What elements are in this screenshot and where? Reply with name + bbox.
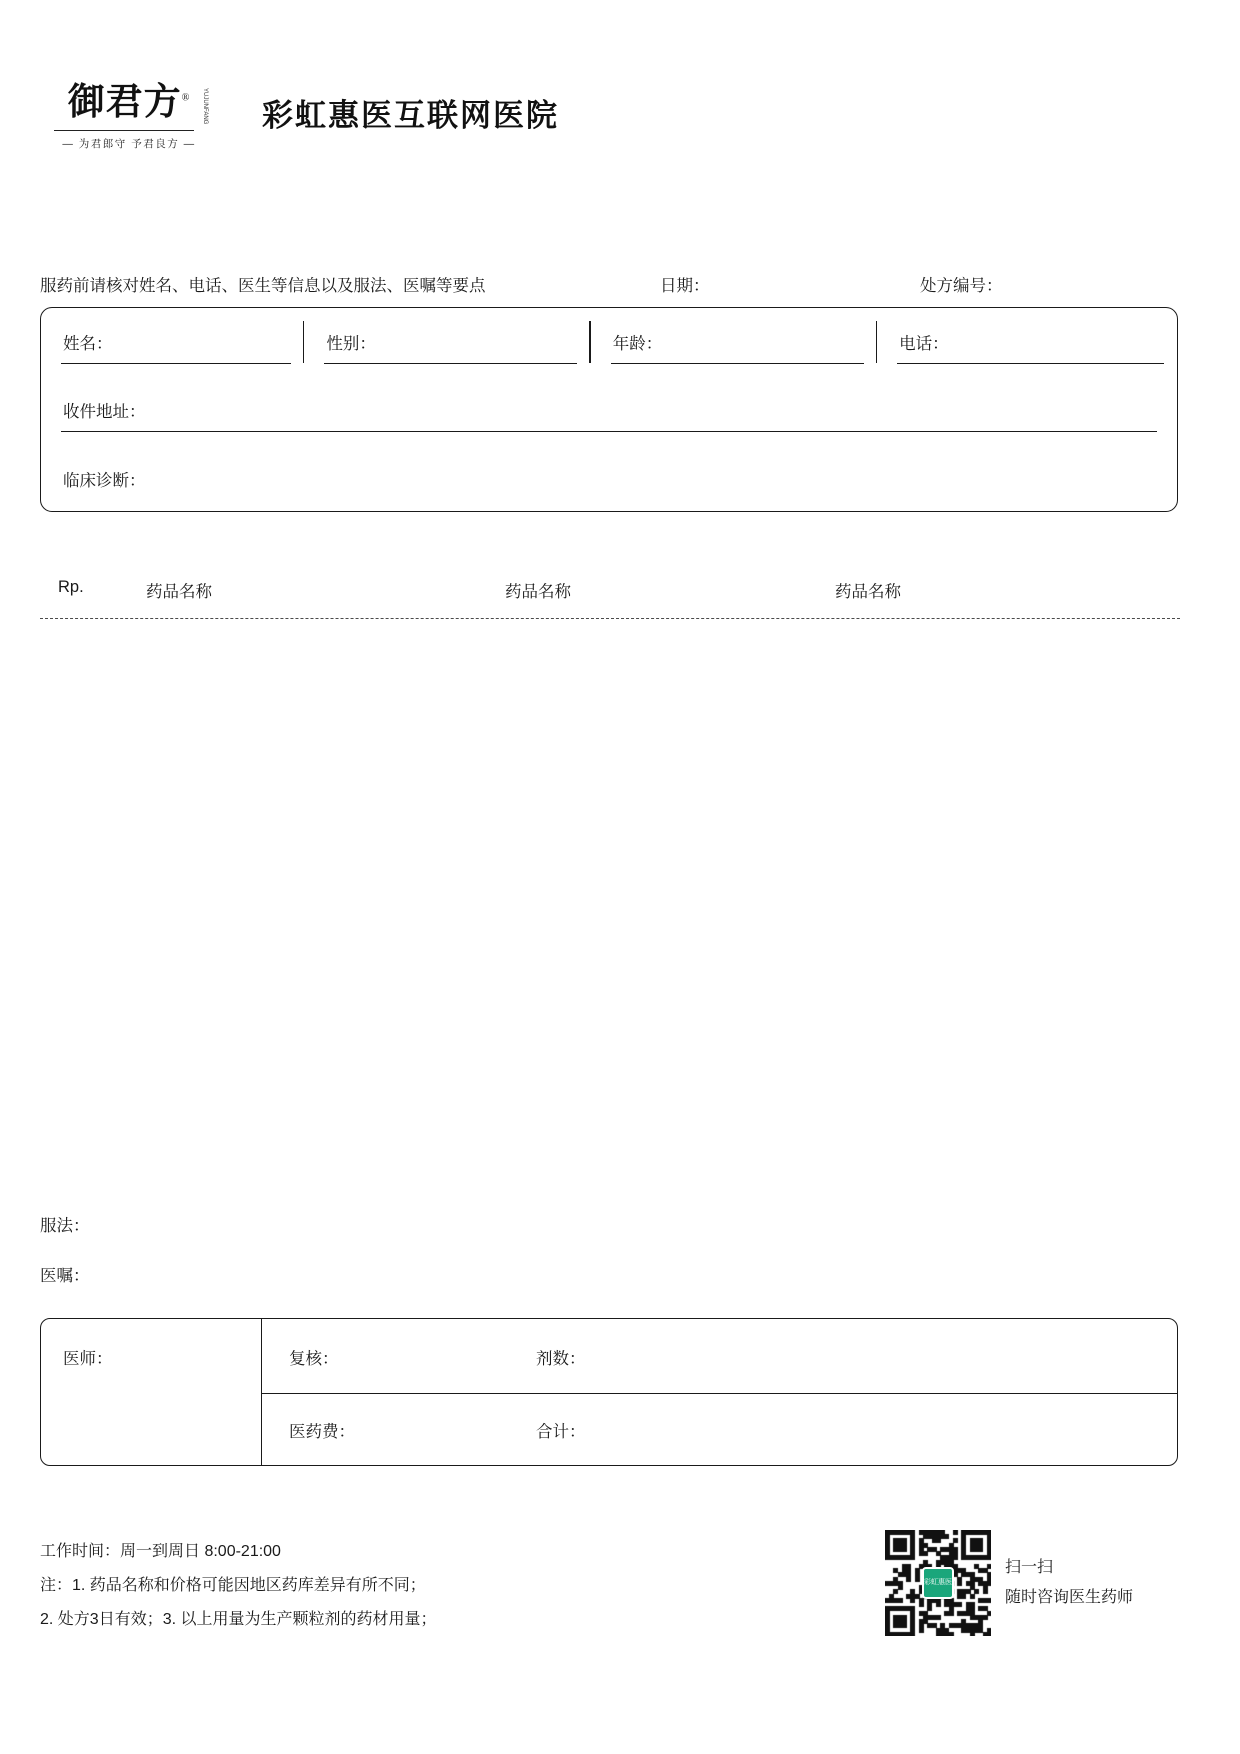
brand-logo	[54, 82, 208, 151]
qr-center-logo	[922, 1567, 954, 1599]
qr-caption-line-2: 随时咨询医生药师	[1005, 1589, 1134, 1606]
rx-divider-dashed	[40, 618, 1180, 619]
qr-caption	[1005, 1553, 1133, 1613]
doctor-advice-label: 医嘱：	[40, 1267, 90, 1285]
document-header	[54, 84, 559, 151]
patient-gender-field[interactable]	[304, 308, 589, 376]
doctor-signature-field[interactable]	[63, 1345, 113, 1369]
usage-field[interactable]	[40, 1212, 90, 1236]
signature-box	[40, 1318, 1178, 1466]
logo-wordmark	[54, 84, 204, 121]
patient-address-underline	[61, 431, 1157, 432]
doctor-label: 医师：	[63, 1350, 113, 1368]
signature-box-horizontal-divider	[261, 1393, 1177, 1394]
registered-mark: ®	[181, 92, 191, 104]
doctor-advice-field[interactable]	[40, 1262, 90, 1286]
note-line-2: 2. 处方3日有效；3. 以上用量为生产颗粒剂的药材用量；	[40, 1611, 437, 1628]
date-label: 日期：	[660, 277, 710, 295]
recheck-field[interactable]	[289, 1345, 339, 1369]
medicine-fee-field[interactable]	[289, 1418, 355, 1442]
dose-count-field[interactable]	[536, 1345, 586, 1369]
patient-phone-label: 电话：	[899, 335, 949, 353]
notice-text: 服药前请核对姓名、电话、医生等信息以及服法、医嘱等要点	[40, 277, 486, 295]
patient-name-field[interactable]	[41, 308, 303, 376]
medicine-fee-label: 医药费：	[289, 1423, 355, 1441]
qr-center-label: 彩虹惠医	[924, 1579, 952, 1586]
logo-divider	[54, 130, 194, 131]
total-fee-field[interactable]	[536, 1418, 586, 1442]
patient-age-label: 年龄：	[612, 335, 663, 353]
usage-label: 服法：	[40, 1217, 90, 1235]
rx-body-blank-area[interactable]	[40, 630, 1180, 1205]
total-label: 合计：	[536, 1423, 586, 1441]
patient-info-box	[40, 307, 1178, 512]
drug-name-column-2: 药品名称	[505, 583, 571, 601]
patient-gender-underline	[324, 363, 577, 364]
rp-label: Rp.	[58, 578, 84, 596]
patient-phone-field[interactable]	[877, 308, 1176, 376]
patient-name-underline	[61, 363, 291, 364]
logo-pinyin: YUJUNFANG	[202, 87, 208, 125]
clinical-diagnosis-field[interactable]	[41, 445, 1177, 513]
qr-section	[885, 1530, 1133, 1636]
patient-phone-underline	[897, 363, 1164, 364]
drug-name-column-1: 药品名称	[146, 583, 212, 601]
note-line-1: 注：1. 药品名称和价格可能因地区药库差异有所不同；	[40, 1577, 426, 1594]
working-hours-note: 工作时间：周一到周日 8:00-21:00	[40, 1543, 281, 1560]
patient-info-row-1	[41, 308, 1177, 376]
recheck-label: 复核：	[289, 1350, 339, 1368]
dose-label: 剂数：	[536, 1350, 586, 1368]
signature-box-vertical-divider	[261, 1319, 262, 1465]
qr-caption-line-1: 扫一扫	[1005, 1559, 1054, 1576]
drug-name-column-3: 药品名称	[835, 583, 901, 601]
patient-gender-label: 性别：	[326, 335, 376, 353]
footer-notes	[40, 1535, 436, 1637]
patient-name-label: 姓名：	[63, 335, 113, 353]
hospital-name: 彩虹惠医互联网医院	[262, 98, 559, 134]
patient-address-field[interactable]	[41, 376, 1177, 444]
prescription-number-label: 处方编号：	[920, 277, 1003, 295]
logo-tagline: — 为君郎守 予君良方 —	[62, 138, 196, 150]
patient-age-field[interactable]	[591, 308, 876, 376]
logo-wordmark-text: 御君方	[67, 82, 182, 123]
qr-code[interactable]	[885, 1530, 991, 1636]
patient-address-label: 收件地址：	[63, 403, 146, 421]
clinical-diagnosis-label: 临床诊断：	[63, 472, 146, 490]
patient-age-underline	[611, 363, 864, 364]
